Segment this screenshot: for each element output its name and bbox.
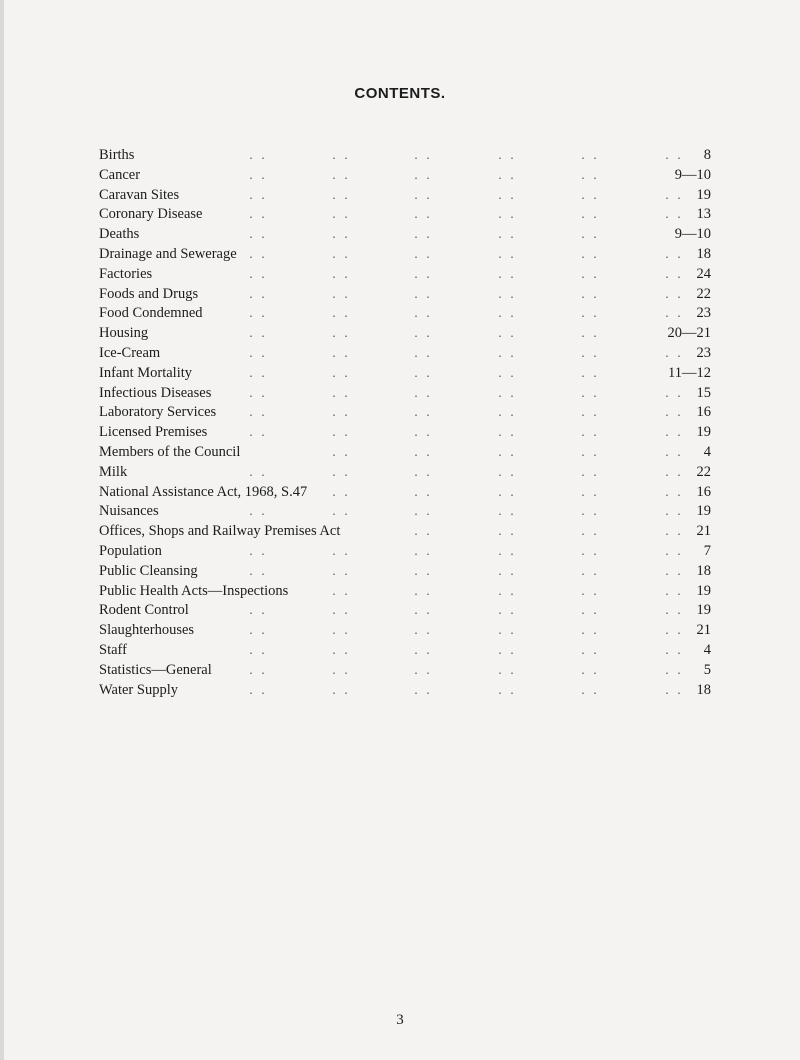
entry-page: 7 xyxy=(703,542,711,559)
leader-dot-pair: . . xyxy=(497,151,516,162)
leader-dot-pair: . . xyxy=(413,329,432,341)
contents-entry xyxy=(99,463,711,483)
contents-entry xyxy=(99,661,711,681)
entry-label: Deaths xyxy=(99,226,140,243)
contents-entry xyxy=(99,344,711,364)
leader-dot-pair: . . xyxy=(497,507,516,519)
leader-dot-pair: . . xyxy=(331,190,350,202)
entry-label: Housing xyxy=(99,325,149,342)
leader-dot-pair: . . xyxy=(248,685,267,697)
leader-dot-pair: . . xyxy=(248,210,267,222)
contents-list xyxy=(99,146,711,700)
leader-dot-pair: . . xyxy=(248,269,267,281)
contents-entry xyxy=(99,403,711,423)
entry-page: 22 xyxy=(696,463,711,480)
leader-dot-pair: . . xyxy=(248,151,267,162)
leader-dot-pair: . . xyxy=(497,368,516,380)
entry-label: Births xyxy=(99,147,135,163)
leader-dot-pair: . . xyxy=(248,507,267,519)
contents-entry xyxy=(99,443,711,463)
leader-dot-pair: . . xyxy=(331,467,350,479)
leader-dot-pair: . . xyxy=(580,665,599,677)
leader-dot-pair: . . xyxy=(664,586,683,598)
leader-dot-pair: . . xyxy=(331,368,350,380)
leader-dot-pair: . . xyxy=(413,566,432,578)
leader-dot-pair: . . xyxy=(497,665,516,677)
entry-page: 19 xyxy=(696,424,711,441)
entry-label: Infectious Diseases xyxy=(99,384,212,401)
entry-label: Licensed Premises xyxy=(99,424,208,441)
leader-dot-pair: . . xyxy=(664,527,683,539)
leader-dot-pair: . . xyxy=(248,309,267,321)
leader-dot-pair: . . xyxy=(331,151,350,162)
leader-dot-pair: . . xyxy=(248,606,267,618)
leader-dot-pair: . . xyxy=(497,626,516,638)
leader-dot-pair: . . xyxy=(664,685,683,697)
leader-dot-pair: . . xyxy=(248,190,267,202)
leader-dot-pair: . . xyxy=(580,507,599,519)
entry-page: 24 xyxy=(696,265,711,282)
leader-dot-pair: . . xyxy=(580,408,599,420)
leader-dot-pair: . . xyxy=(580,309,599,321)
entry-label: National Assistance Act, 1968, S.47 xyxy=(99,483,308,500)
leader-dot-pair: . . xyxy=(497,487,516,499)
leader-dot-pair: . . xyxy=(497,249,516,261)
entry-page: 4 xyxy=(703,641,711,658)
entry-page: 9—10 xyxy=(674,226,711,243)
entry-label: Food Condemned xyxy=(99,305,203,322)
leader-dot-pair: . . xyxy=(497,230,516,242)
leader-dot-pair: . . xyxy=(413,546,432,558)
leader-dot-pair: . . xyxy=(413,249,432,261)
entry-page: 9—10 xyxy=(674,166,711,183)
entry-label: Ice-Cream xyxy=(99,344,161,361)
contents-entry xyxy=(99,483,711,503)
entry-label: Factories xyxy=(99,265,153,282)
entry-page: 16 xyxy=(696,404,711,421)
leader-dot-pair: . . xyxy=(248,230,267,242)
leader-dot-pair: . . xyxy=(413,527,432,539)
leader-dot-pair: . . xyxy=(413,507,432,519)
leader-dot-pair: . . xyxy=(331,230,350,242)
leader-dot-pair: . . xyxy=(664,269,683,281)
leader-dot-pair: . . xyxy=(248,467,267,479)
leader-dot-pair: . . xyxy=(331,507,350,519)
leader-dot-pair: . . xyxy=(413,626,432,638)
leader-dot-pair: . . xyxy=(248,289,267,301)
leader-dot-pair: . . xyxy=(664,606,683,618)
leader-dot-pair: . . xyxy=(331,586,350,598)
leader-dot-pair: . . xyxy=(248,329,267,341)
entry-label: Foods and Drugs xyxy=(99,285,199,302)
leader-dot-pair: . . xyxy=(497,685,516,697)
leader-dot-pair: . . xyxy=(664,665,683,677)
leader-dot-pair: . . xyxy=(413,467,432,479)
contents-entry xyxy=(99,681,711,701)
leader-dot-pair: . . xyxy=(413,388,432,400)
contents-entry xyxy=(99,582,711,602)
leader-dot-pair: . . xyxy=(664,428,683,440)
contents-entry xyxy=(99,522,711,542)
leader-dot-pair: . . xyxy=(413,665,432,677)
leader-dot-pair: . . xyxy=(413,170,432,182)
page-number: 3 xyxy=(396,1012,404,1028)
entry-page: 13 xyxy=(696,206,711,223)
entry-page: 18 xyxy=(696,681,711,698)
leader-dot-pair: . . xyxy=(331,348,350,360)
entry-page: 16 xyxy=(696,483,711,500)
leader-dot-pair: . . xyxy=(331,249,350,261)
leader-dot-pair: . . xyxy=(497,170,516,182)
entry-page: 5 xyxy=(703,661,711,678)
contents-entry xyxy=(99,621,711,641)
leader-dot-pair: . . xyxy=(497,289,516,301)
leader-dot-pair: . . xyxy=(497,210,516,222)
contents-entry xyxy=(99,641,711,661)
leader-dot-pair: . . xyxy=(331,487,350,499)
leader-dot-pair: . . xyxy=(664,645,683,657)
page-title: CONTENTS. xyxy=(354,85,446,102)
leader-dot-pair: . . xyxy=(413,309,432,321)
entry-label: Infant Mortality xyxy=(99,364,193,381)
leader-dot-pair: . . xyxy=(580,210,599,222)
leader-dot-pair: . . xyxy=(580,269,599,281)
leader-dot-pair: . . xyxy=(580,546,599,558)
entry-page: 23 xyxy=(696,305,711,322)
entry-page: 18 xyxy=(696,245,711,262)
leader-dot-pair: . . xyxy=(413,685,432,697)
leader-dot-pair: . . xyxy=(664,151,683,162)
leader-dot-pair: . . xyxy=(497,586,516,598)
leader-dot-pair: . . xyxy=(413,447,432,459)
leader-dot-pair: . . xyxy=(331,606,350,618)
leader-dot-pair: . . xyxy=(580,388,599,400)
leader-dot-pair: . . xyxy=(331,408,350,420)
contents-entry xyxy=(99,601,711,621)
leader-dot-pair: . . xyxy=(413,586,432,598)
leader-dot-pair: . . xyxy=(331,685,350,697)
entry-page: 11—12 xyxy=(668,364,711,381)
leader-dot-pair: . . xyxy=(248,368,267,380)
leader-dot-pair: . . xyxy=(413,368,432,380)
leader-dot-pair: . . xyxy=(580,527,599,539)
entry-page: 23 xyxy=(696,344,711,361)
leader-dot-pair: . . xyxy=(497,645,516,657)
leader-dot-pair: . . xyxy=(413,289,432,301)
entry-label: Staff xyxy=(99,641,127,658)
leader-dot-pair: . . xyxy=(248,408,267,420)
entry-page: 21 xyxy=(696,622,711,639)
entry-label: Nuisances xyxy=(99,503,159,520)
leader-dot-pair: . . xyxy=(413,151,432,162)
leader-dot-pair: . . xyxy=(664,190,683,202)
leader-dot-pair: . . xyxy=(664,210,683,222)
entry-label: Public Health Acts—Inspections xyxy=(99,582,289,599)
entry-label: Drainage and Sewerage xyxy=(99,245,237,262)
leader-dot-pair: . . xyxy=(664,408,683,420)
leader-dot-pair: . . xyxy=(664,467,683,479)
leader-dot-pair: . . xyxy=(664,447,683,459)
contents-entry xyxy=(99,324,711,344)
leader-dot-pair: . . xyxy=(580,230,599,242)
leader-dot-pair: . . xyxy=(413,645,432,657)
leader-dot-pair: . . xyxy=(248,428,267,440)
leader-dot-pair: . . xyxy=(248,170,267,182)
leader-dot-pair: . . xyxy=(331,428,350,440)
entry-label: Members of the Council xyxy=(99,443,241,460)
contents-entry xyxy=(99,423,711,443)
contents-entry xyxy=(99,562,711,582)
entry-page: 19 xyxy=(696,582,711,599)
entry-label: Caravan Sites xyxy=(99,186,180,203)
leader-dot-pair: . . xyxy=(497,546,516,558)
leader-dot-pair: . . xyxy=(248,645,267,657)
leader-dot-pair: . . xyxy=(331,210,350,222)
entry-page: 22 xyxy=(696,285,711,302)
leader-dot-pair: . . xyxy=(248,388,267,400)
leader-dot-pair: . . xyxy=(580,626,599,638)
leader-dot-pair: . . xyxy=(248,626,267,638)
leader-dot-pair: . . xyxy=(413,230,432,242)
contents-entry xyxy=(99,364,711,384)
contents-entry xyxy=(99,304,711,324)
contents-entry xyxy=(99,146,711,166)
leader-dot-pair: . . xyxy=(331,170,350,182)
contents-entry xyxy=(99,225,711,245)
leader-dot-pair: . . xyxy=(248,566,267,578)
leader-dot-pair: . . xyxy=(580,289,599,301)
leader-dot-pair: . . xyxy=(413,348,432,360)
entry-label: Milk xyxy=(99,463,128,480)
leader-dot-pair: . . xyxy=(497,269,516,281)
leader-dot-pair: . . xyxy=(497,606,516,618)
leader-dot-pair: . . xyxy=(331,447,350,459)
entry-label: Offices, Shops and Railway Premises Act xyxy=(99,523,341,540)
entry-label: Rodent Control xyxy=(99,602,189,619)
leader-dot-pair: . . xyxy=(331,289,350,301)
leader-dot-pair: . . xyxy=(580,685,599,697)
leader-dot-pair: . . xyxy=(413,487,432,499)
leader-dot-pair: . . xyxy=(331,665,350,677)
leader-dot-pair: . . xyxy=(331,309,350,321)
leader-dot-pair: . . xyxy=(580,645,599,657)
entry-page: 4 xyxy=(703,443,711,460)
leader-dot-pair: . . xyxy=(497,190,516,202)
leader-dot-pair: . . xyxy=(413,269,432,281)
leader-dot-pair: . . xyxy=(580,586,599,598)
entry-label: Laboratory Services xyxy=(99,404,217,421)
leader-dot-pair: . . xyxy=(413,190,432,202)
leader-dot-pair: . . xyxy=(664,309,683,321)
leader-dot-pair: . . xyxy=(497,329,516,341)
entry-label: Coronary Disease xyxy=(99,206,203,223)
leader-dot-pair: . . xyxy=(413,606,432,618)
leader-dot-pair: . . xyxy=(664,289,683,301)
leader-dot-pair: . . xyxy=(664,388,683,400)
leader-dot-pair: . . xyxy=(248,249,267,261)
entry-page: 8 xyxy=(703,147,711,163)
leader-dot-pair: . . xyxy=(497,309,516,321)
contents-entry xyxy=(99,542,711,562)
leader-dot-pair: . . xyxy=(331,645,350,657)
leader-dot-pair: . . xyxy=(664,546,683,558)
leader-dot-pair: . . xyxy=(580,368,599,380)
leader-dot-pair: . . xyxy=(497,388,516,400)
contents-entry xyxy=(99,265,711,285)
leader-dot-pair: . . xyxy=(331,566,350,578)
leader-dot-pair: . . xyxy=(580,329,599,341)
leader-dot-pair: . . xyxy=(580,487,599,499)
leader-dot-pair: . . xyxy=(497,428,516,440)
entry-label: Water Supply xyxy=(99,681,178,698)
contents-entry xyxy=(99,186,711,206)
leader-dot-pair: . . xyxy=(664,626,683,638)
leader-dot-pair: . . xyxy=(248,348,267,360)
leader-dot-pair: . . xyxy=(580,566,599,578)
leader-dot-pair: . . xyxy=(413,210,432,222)
leader-dot-pair: . . xyxy=(580,190,599,202)
leader-dot-pair: . . xyxy=(664,566,683,578)
entry-page: 19 xyxy=(696,602,711,619)
contents-entry xyxy=(99,245,711,265)
leader-dot-pair: . . xyxy=(497,527,516,539)
leader-dot-pair: . . xyxy=(497,348,516,360)
entry-label: Statistics—General xyxy=(99,661,212,678)
leader-dot-pair: . . xyxy=(664,348,683,360)
leader-dot-pair: . . xyxy=(664,487,683,499)
entry-label: Population xyxy=(99,542,162,559)
entry-page: 20—21 xyxy=(667,325,711,342)
contents-entry xyxy=(99,205,711,225)
leader-dot-pair: . . xyxy=(664,507,683,519)
leader-dot-pair: . . xyxy=(580,151,599,162)
entry-page: 19 xyxy=(696,186,711,203)
leader-dot-pair: . . xyxy=(331,388,350,400)
leader-dot-pair: . . xyxy=(580,447,599,459)
leader-dot-pair: . . xyxy=(497,447,516,459)
entry-page: 15 xyxy=(696,384,711,401)
leader-dot-pair: . . xyxy=(580,467,599,479)
entry-page: 19 xyxy=(696,503,711,520)
contents-entry xyxy=(99,384,711,404)
entry-page: 18 xyxy=(696,562,711,579)
contents-entry xyxy=(99,166,711,186)
leader-dot-pair: . . xyxy=(331,546,350,558)
leader-dot-pair: . . xyxy=(580,428,599,440)
leader-dot-pair: . . xyxy=(248,665,267,677)
leader-dot-pair: . . xyxy=(413,408,432,420)
leader-dot-pair: . . xyxy=(331,269,350,281)
leader-dot-pair: . . xyxy=(580,348,599,360)
entry-label: Cancer xyxy=(99,166,141,183)
leader-dot-pair: . . xyxy=(580,170,599,182)
leader-dot-pair: . . xyxy=(413,428,432,440)
scan-edge xyxy=(0,0,4,1060)
leader-dot-pair: . . xyxy=(664,249,683,261)
contents-entry xyxy=(99,502,711,522)
leader-dot-pair: . . xyxy=(331,329,350,341)
entry-page: 21 xyxy=(696,523,711,540)
entry-label: Public Cleansing xyxy=(99,562,198,579)
leader-dot-pair: . . xyxy=(331,626,350,638)
leader-dot-pair: . . xyxy=(497,467,516,479)
leader-dot-pair: . . xyxy=(497,408,516,420)
leader-dot-pair: . . xyxy=(580,606,599,618)
leader-dot-pair: . . xyxy=(497,566,516,578)
leader-dot-pair: . . xyxy=(248,546,267,558)
leader-dot-pair: . . xyxy=(580,249,599,261)
contents-entry xyxy=(99,285,711,305)
entry-label: Slaughterhouses xyxy=(99,622,195,639)
